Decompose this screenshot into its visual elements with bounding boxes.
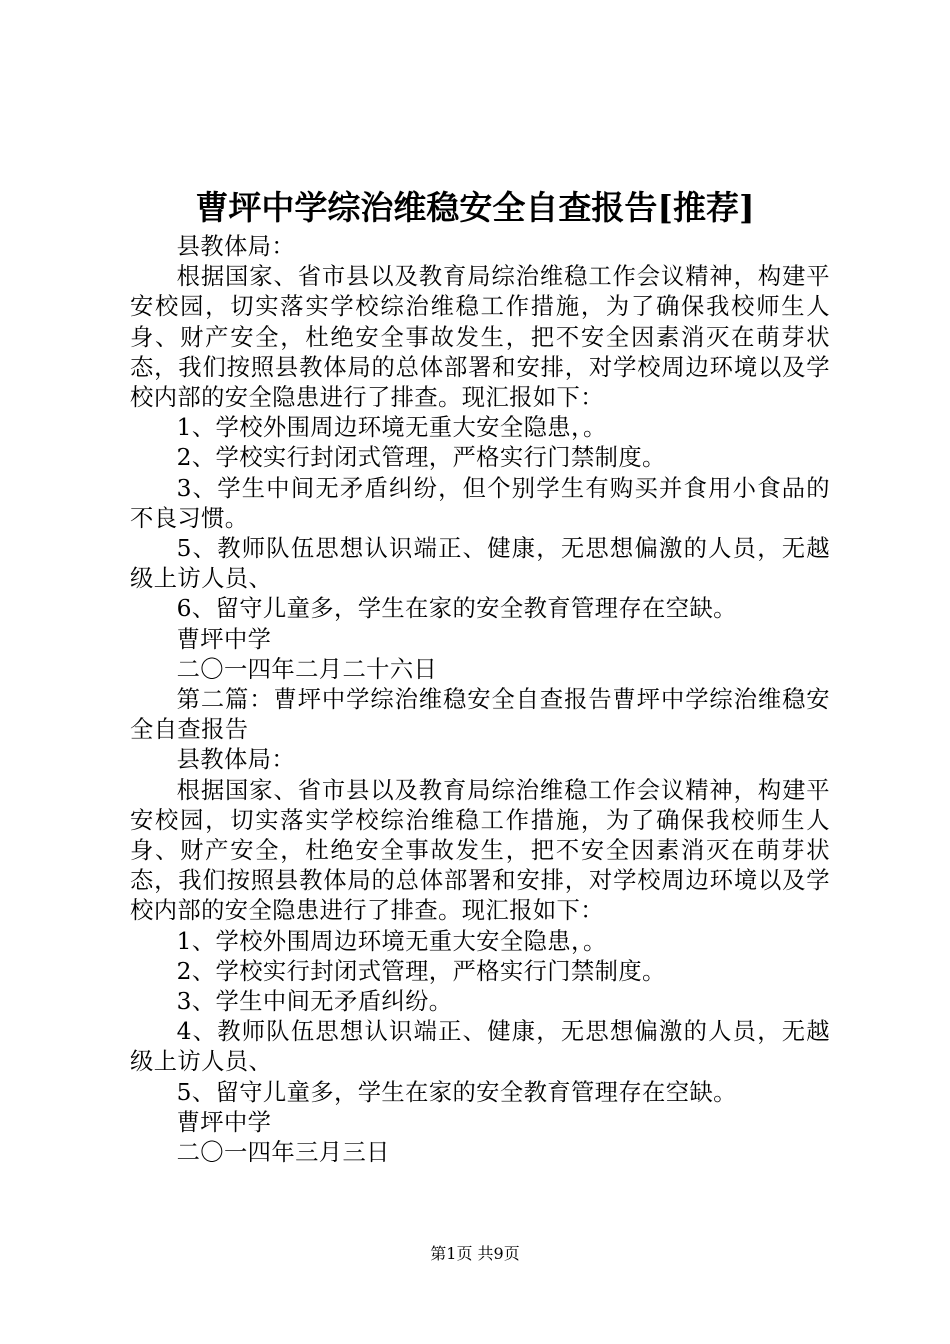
list-item: 6、留守儿童多，学生在家的安全教育管理存在空缺。	[176, 595, 737, 623]
page-footer: 第1页 共9页	[430, 1244, 520, 1263]
document-title: 曹坪中学综治维稳安全自查报告[推荐]	[195, 188, 755, 227]
list-item: 3、学生中间无矛盾纠纷。	[176, 988, 453, 1016]
list-item: 4、教师队伍思想认识端正、健康，无思想偏激的人员，无越级上访人员、	[130, 1018, 830, 1076]
salutation: 县教体局：	[176, 233, 296, 260]
intro-paragraph: 根据国家、省市县以及教育局综治维稳工作会议精神，构建平安校园，切实落实学校综治维稳工作措施，为了确保我校师生人身、财产安全，杜绝安全事故发生，把不安全因素消灭在萌芽状态，我们按照县教体局的总体部署和安排，对学校周边环境以及学校内部的安全隐患进行了排查。现汇报如下：	[130, 263, 830, 412]
signature-date: 二〇一四年三月三日	[176, 1139, 390, 1167]
list-item: 1、学校外围周边环境无重大安全隐患，。	[176, 927, 607, 955]
list-item: 3、学生中间无矛盾纠纷，但个别学生有购买并食用小食品的不良习惯。	[130, 474, 830, 532]
list-item: 5、留守儿童多，学生在家的安全教育管理存在空缺。	[176, 1078, 737, 1106]
list-item: 2、学校实行封闭式管理，严格实行门禁制度。	[176, 444, 666, 472]
section-heading: 第二篇：曹坪中学综治维稳安全自查报告曹坪中学综治维稳安全自查报告	[130, 686, 830, 744]
document-body	[130, 232, 830, 1168]
list-item: 5、教师队伍思想认识端正、健康，无思想偏激的人员，无越级上访人员、	[130, 535, 830, 593]
list-item: 2、学校实行封闭式管理，严格实行门禁制度。	[176, 957, 666, 985]
salutation: 县教体局：	[176, 746, 296, 774]
signature-date: 二〇一四年二月二十六日	[176, 655, 438, 683]
signature-school: 曹坪中学	[176, 1108, 272, 1136]
signature-school: 曹坪中学	[176, 625, 272, 653]
intro-paragraph: 根据国家、省市县以及教育局综治维稳工作会议精神，构建平安校园，切实落实学校综治维稳工作措施，为了确保我校师生人身、财产安全，杜绝安全事故发生，把不安全因素消灭在萌芽状态，我们按照县教体局的总体部署和安排，对学校周边环境以及学校内部的安全隐患进行了排查。现汇报如下：	[130, 776, 830, 925]
list-item: 1、学校外围周边环境无重大安全隐患，。	[176, 414, 607, 442]
